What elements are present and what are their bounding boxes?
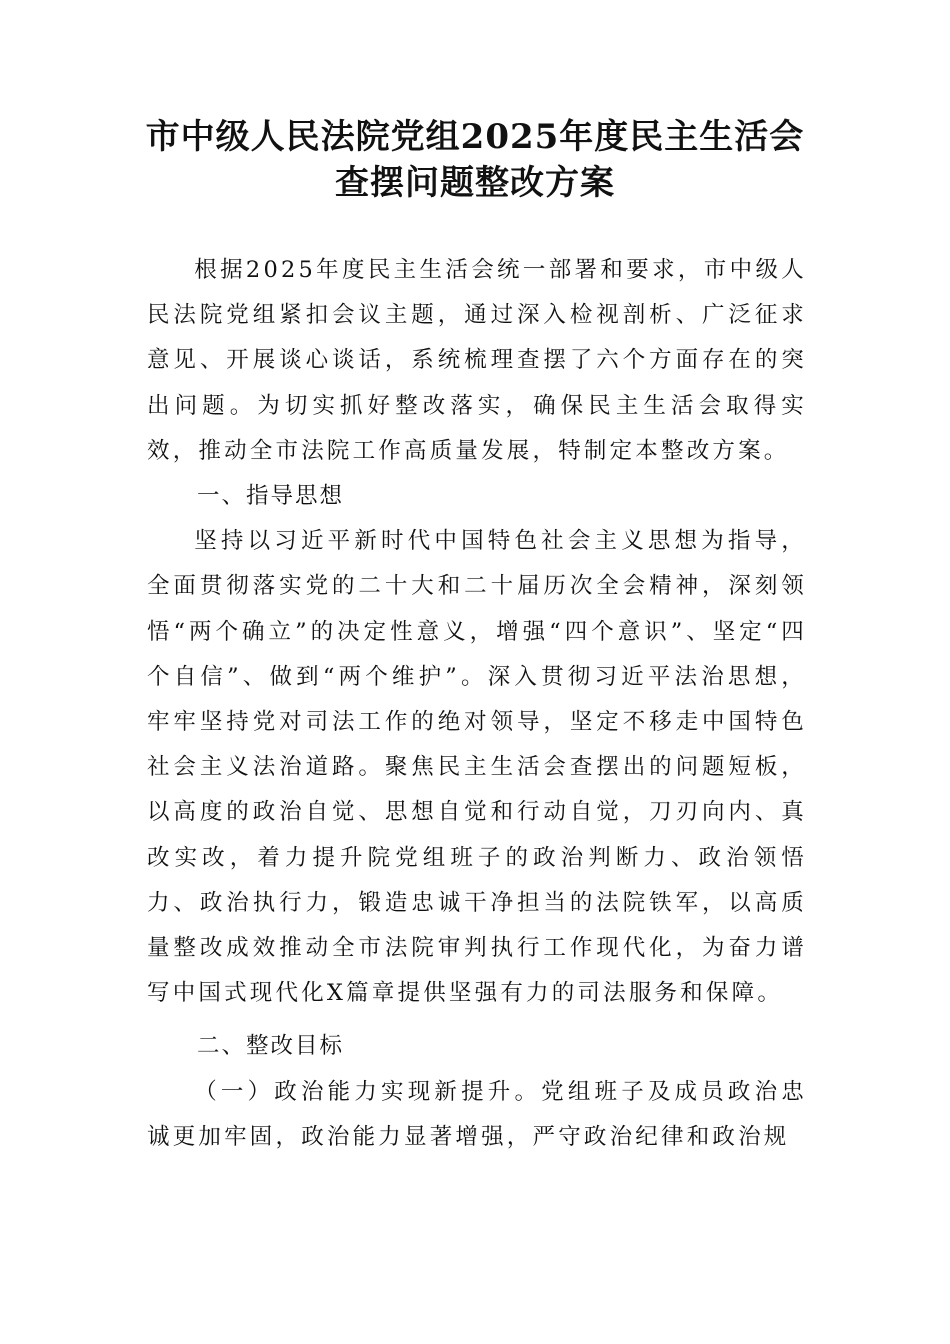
document-title-line-1: 市中级人民法院党组2025年度民主生活会 — [145, 117, 805, 157]
document-body — [147, 248, 807, 1160]
section-1-paragraph: 坚持以习近平新时代中国特色社会主义思想为指导，全面贯彻落实党的二十大和二十届历次全会精神，深刻领悟“两个确立”的决定性意义，增强“四个意识”、坚定“四个自信”、做到“两个维护”。深入贯彻习近平法治思想，牢牢坚持党对司法工作的绝对领导，坚定不移走中国特色社会主义法治道路。聚焦民主生活会查摆出的问题短板，以高度的政治自觉、思想自觉和行动自觉，刀刃向内、真改实改，着力提升院党组班子的政治判断力、政治领悟力、政治执行力，锻造忠诚干净担当的法院铁军，以高质量整改成效推动全市法院审判执行工作现代化，为奋力谱写中国式现代化X篇章提供坚强有力的司法服务和保障。 — [147, 528, 807, 1007]
spacer — [147, 1016, 807, 1024]
document-title-line-2: 查摆问题整改方案 — [335, 163, 615, 203]
section-2-item-1-text: 党组班子及成员政治忠诚更加牢固，政治能力显著增强，严守政治纪律和政治规 — [147, 1078, 807, 1150]
section-2-heading: 二、整改目标 — [197, 1033, 345, 1060]
intro-paragraph: 根据2025年度民主生活会统一部署和要求，市中级人民法院党组紧扣会议主题，通过深入检视剖析、广泛征求意见、开展谈心谈话，系统梳理查摆了六个方面存在的突出问题。为切实抓好整改落实，确保民主生活会取得实效，推动全市法院工作高质量发展，特制定本整改方案。 — [147, 257, 807, 464]
section-2-item-1-lead: （一）政治能力实现新提升。 — [194, 1078, 542, 1105]
section-2-item-1-paragraph — [147, 1070, 807, 1160]
section-1-heading: 一、指导思想 — [197, 483, 345, 510]
